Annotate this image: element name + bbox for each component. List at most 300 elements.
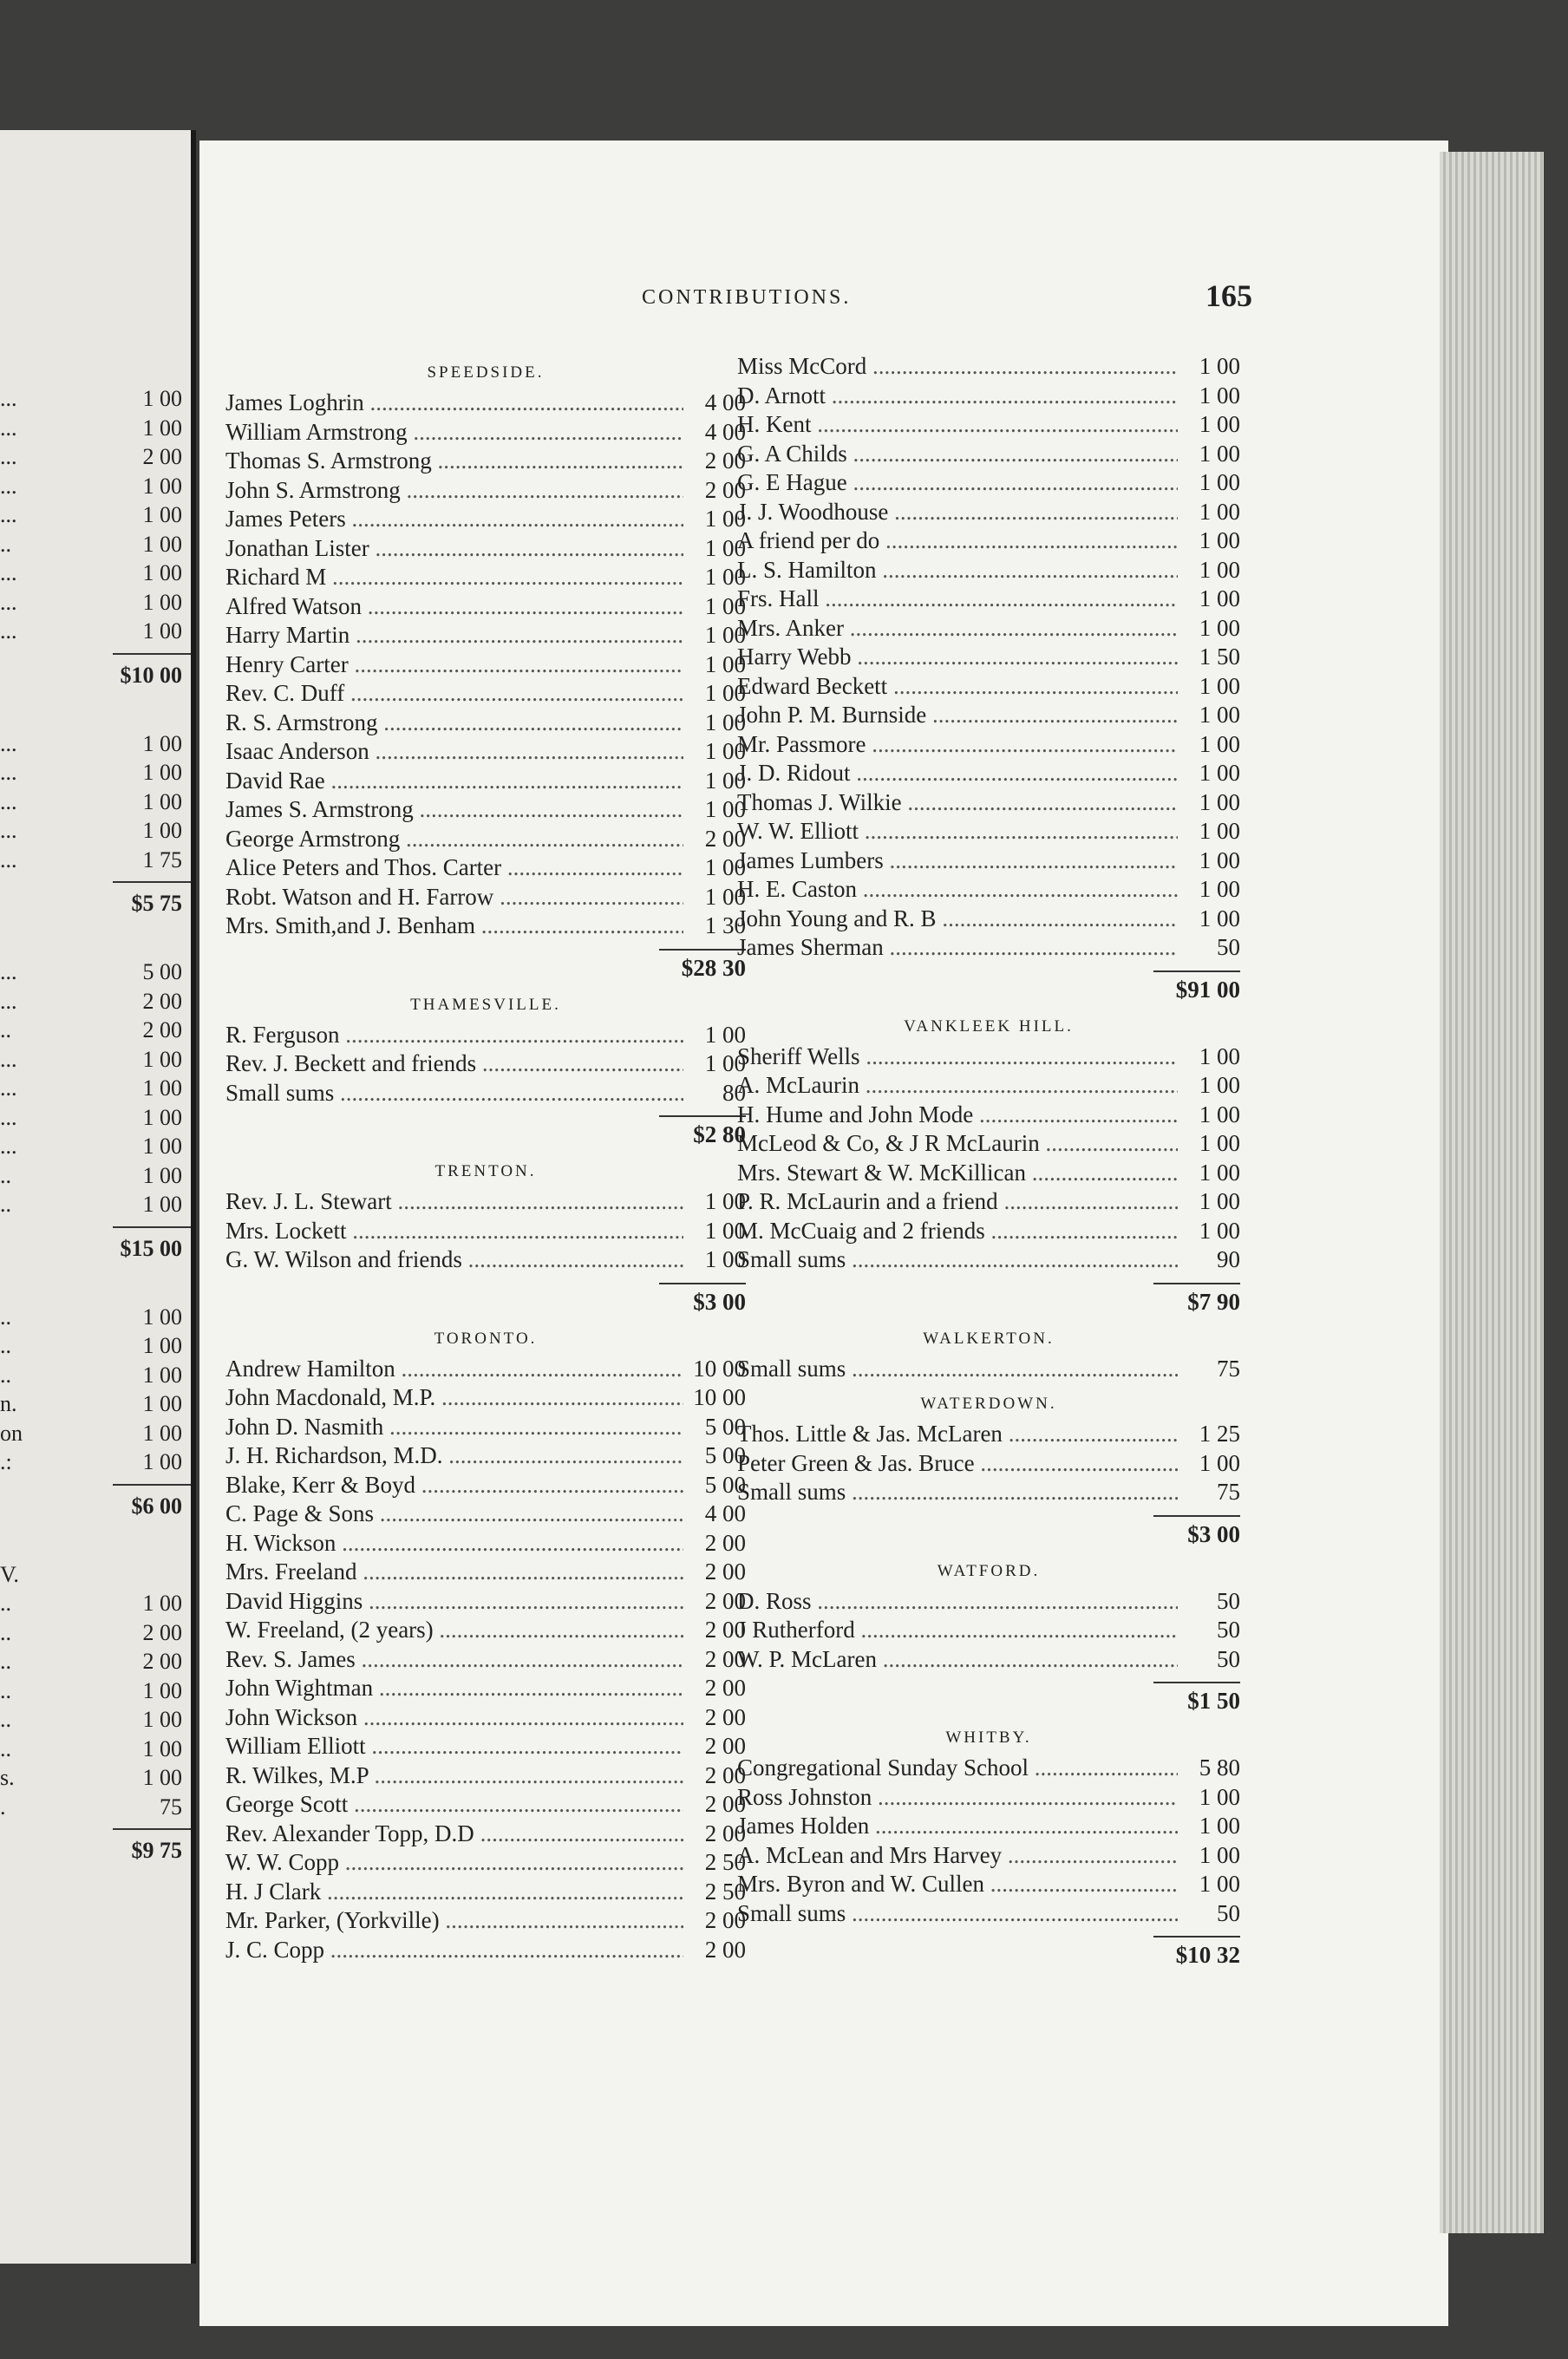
contributor-name: M. McCuaig and 2 friends ..... <box>737 1218 1178 1245</box>
contribution-amount: 1 00 <box>1199 411 1240 437</box>
contribution-row <box>225 419 746 448</box>
facing-page-fragment-text: ... <box>0 560 17 585</box>
facing-page-row <box>0 1591 191 1620</box>
contribution-row <box>225 1588 746 1617</box>
facing-page-row <box>0 1765 191 1794</box>
facing-page-amount: 1 00 <box>142 788 182 814</box>
facing-page-fragment-text: ... <box>0 959 17 984</box>
contributor-name: L. S. Hamilton ..... <box>737 557 1178 584</box>
contribution-amount: 1 00 <box>704 796 746 822</box>
facing-page-fragment-text: .. <box>0 1017 11 1042</box>
contributor-name: James Peters ..... <box>225 506 683 533</box>
contributor-name: Robt. Watson and H. Farrow ..... <box>225 884 683 911</box>
contribution-row <box>737 1755 1240 1784</box>
contribution-amount: 50 <box>1217 1645 1240 1672</box>
contributor-name: William Elliott ..... <box>225 1733 683 1760</box>
contribution-section <box>737 1562 1240 1719</box>
contribution-amount: 4 00 <box>704 1500 746 1526</box>
contribution-amount: 1 00 <box>1199 905 1240 931</box>
contribution-amount: 1 00 <box>1199 1130 1240 1156</box>
contribution-amount: 1 00 <box>1199 527 1240 553</box>
contributor-name: Congregational Sunday School ..... <box>737 1755 1178 1781</box>
facing-page-row <box>0 386 191 415</box>
facing-page-row <box>0 989 191 1018</box>
facing-page-group <box>0 1304 191 1527</box>
contribution-amount: 10 00 <box>693 1384 746 1410</box>
contribution-amount: 1 25 <box>1199 1421 1240 1447</box>
contribution-section <box>225 1330 746 1966</box>
contribution-amount: 75 <box>1217 1479 1240 1505</box>
contribution-amount: 1 00 <box>1199 760 1240 786</box>
facing-page-amount: 2 00 <box>142 1017 182 1042</box>
contributor-name: Richard M ..... <box>225 564 683 591</box>
facing-page-amount: 1 00 <box>142 386 182 411</box>
contribution-row <box>225 1246 746 1276</box>
facing-page-row <box>0 847 191 877</box>
contribution-amount: 1 00 <box>1199 440 1240 467</box>
contribution-amount: 2 00 <box>704 1936 746 1963</box>
contributor-name: H. Kent ..... <box>737 411 1178 438</box>
contribution-row <box>225 593 746 623</box>
contributor-name: James Holden ..... <box>737 1813 1178 1839</box>
contribution-row <box>737 441 1240 470</box>
contributor-name: Mrs. Smith,and J. Benham ..... <box>225 912 683 939</box>
facing-page-fragment-text: .. <box>0 1707 11 1732</box>
contribution-section <box>225 363 746 985</box>
facing-page-fragment-text: .. <box>0 1304 11 1330</box>
facing-page-fragment-text: .. <box>0 1591 11 1616</box>
facing-page-group <box>0 1562 191 1872</box>
contribution-row <box>225 1500 746 1530</box>
facing-page-row <box>0 1736 191 1766</box>
contributor-name: Small sums ..... <box>737 1900 1178 1927</box>
facing-page-amount: 2 00 <box>142 1649 182 1674</box>
contributor-name: John S. Armstrong ..... <box>225 477 683 504</box>
contribution-row <box>225 1791 746 1820</box>
contribution-amount: 1 00 <box>704 883 746 910</box>
contributor-name: H. E. Caston ..... <box>737 876 1178 903</box>
facing-page-row <box>0 1304 191 1334</box>
contributor-name: A friend per do ..... <box>737 527 1178 554</box>
section-total: $91 00 <box>1175 976 1240 1003</box>
contributor-name: Isaac Anderson ..... <box>225 738 683 765</box>
contributor-name: Edward Beckett ..... <box>737 673 1178 700</box>
facing-page-amount: 1 00 <box>142 1362 182 1388</box>
contribution-row <box>225 477 746 506</box>
facing-page-row <box>0 1333 191 1362</box>
contributor-name: J. J. Woodhouse ..... <box>737 499 1178 526</box>
facing-page-amount: 1 00 <box>142 1677 182 1703</box>
contribution-row <box>225 1820 746 1850</box>
contribution-amount: 4 00 <box>704 389 746 415</box>
contribution-amount: 1 00 <box>1199 702 1240 728</box>
facing-page-amount: 1 00 <box>142 1046 182 1072</box>
contributor-name: Rev. J. Beckett and friends ..... <box>225 1050 683 1077</box>
facing-page-amount: 1 00 <box>142 1707 182 1732</box>
contribution-amount: 90 <box>1217 1246 1240 1272</box>
contribution-amount: 1 50 <box>1199 644 1240 670</box>
section-total: $2 80 <box>693 1121 746 1147</box>
contributor-name: Alfred Watson ..... <box>225 593 683 620</box>
contribution-row <box>225 709 746 739</box>
facing-page-row <box>0 502 191 532</box>
contribution-row <box>737 644 1240 673</box>
facing-page-fragment-text: s. <box>0 1765 15 1790</box>
contribution-amount: 1 00 <box>1199 1449 1240 1476</box>
facing-page-row <box>0 1017 191 1047</box>
contribution-amount: 5 00 <box>704 1413 746 1440</box>
contribution-amount: 1 00 <box>704 534 746 561</box>
contribution-amount: 50 <box>1217 1617 1240 1643</box>
facing-page-row <box>0 789 191 819</box>
contribution-row <box>737 1101 1240 1131</box>
contribution-row <box>737 1130 1240 1160</box>
facing-page-amount: 75 <box>160 1794 182 1820</box>
contribution-row <box>225 1414 746 1443</box>
contribution-row <box>225 680 746 709</box>
facing-page-row <box>0 560 191 590</box>
contribution-section <box>225 1162 746 1319</box>
contribution-row <box>737 1813 1240 1842</box>
contributor-name: Harry Webb ..... <box>737 644 1178 670</box>
contribution-amount: 1 00 <box>704 680 746 706</box>
contribution-row <box>225 1675 746 1704</box>
contribution-amount: 50 <box>1217 934 1240 960</box>
facing-page-row <box>0 1362 191 1392</box>
contributor-name: W. W. Elliott ..... <box>737 818 1178 845</box>
facing-page-row <box>0 1105 191 1134</box>
contributor-name: Henry Carter ..... <box>225 651 683 678</box>
contribution-row <box>737 789 1240 819</box>
contributor-name: John Wickson ..... <box>225 1704 683 1731</box>
contribution-row <box>737 1421 1240 1450</box>
facing-page-group <box>0 959 191 1270</box>
facing-page-row <box>0 1678 191 1708</box>
contribution-row <box>737 934 1240 964</box>
contribution-row <box>225 1530 746 1559</box>
contribution-amount: 2 00 <box>704 1820 746 1846</box>
contributor-name: R. Ferguson ..... <box>225 1022 683 1049</box>
contribution-row <box>737 1246 1240 1276</box>
contributor-name: William Armstrong ..... <box>225 419 683 446</box>
contributor-name: D. Arnott ..... <box>737 382 1178 409</box>
section-title: WATERDOWN. <box>920 1395 1057 1413</box>
facing-page-amount: 1 75 <box>142 846 182 872</box>
contribution-row <box>225 1384 746 1414</box>
facing-page-amount: 1 00 <box>142 1192 182 1217</box>
contribution-amount: 1 00 <box>1199 1813 1240 1839</box>
facing-page-row <box>0 959 191 989</box>
contribution-row <box>737 905 1240 935</box>
contribution-row <box>737 499 1240 528</box>
contributor-name: G. A Childs ..... <box>737 441 1178 467</box>
contribution-amount: 75 <box>1217 1355 1240 1382</box>
contribution-amount: 5 00 <box>704 1471 746 1498</box>
facing-page-fragment-text: .. <box>0 531 11 557</box>
page-edges <box>1440 152 1544 2233</box>
contribution-amount: 2 00 <box>704 1733 746 1759</box>
contribution-amount: 1 00 <box>1199 730 1240 757</box>
contribution-row <box>225 1356 746 1385</box>
contribution-amount: 1 00 <box>704 738 746 764</box>
facing-page-row <box>0 1421 191 1450</box>
facing-page-row <box>0 731 191 761</box>
contribution-row <box>225 1617 746 1646</box>
contribution-amount: 2 00 <box>704 1675 746 1701</box>
facing-page-fragment-text: ... <box>0 589 17 615</box>
section-total: $10 32 <box>1175 1942 1240 1968</box>
contribution-row <box>225 535 746 565</box>
left-column <box>225 353 746 1970</box>
facing-page-fragment-text: .. <box>0 1192 11 1217</box>
contribution-row <box>737 615 1240 644</box>
facing-page-amount: 1 00 <box>142 618 182 644</box>
contribution-row <box>225 1472 746 1501</box>
contributor-name: Thomas J. Wilkie ..... <box>737 789 1178 816</box>
contribution-amount: 1 00 <box>1199 876 1240 902</box>
contribution-row <box>737 1356 1240 1385</box>
contribution-row <box>225 1733 746 1762</box>
facing-page-amount: 1 00 <box>142 589 182 615</box>
contribution-amount: 1 00 <box>1199 498 1240 525</box>
contribution-row <box>225 738 746 768</box>
contribution-section <box>737 353 1240 1007</box>
facing-page-total: $9 75 <box>131 1838 182 1863</box>
contribution-row <box>225 1022 746 1051</box>
contribution-row <box>737 382 1240 412</box>
contribution-row <box>737 847 1240 877</box>
facing-page-row <box>0 532 191 561</box>
contribution-amount: 1 00 <box>1199 846 1240 873</box>
contribution-amount: 1 00 <box>1199 585 1240 611</box>
contribution-row <box>225 1646 746 1676</box>
contribution-row <box>225 1704 746 1734</box>
facing-page-row <box>0 1075 191 1105</box>
facing-page-fragment-text: .. <box>0 1333 11 1358</box>
section-total: $1 50 <box>1187 1688 1240 1714</box>
contribution-amount: 1 00 <box>704 592 746 619</box>
contribution-row <box>225 1879 746 1908</box>
facing-page-fragment-text: ... <box>0 846 17 872</box>
contributor-name: Small sums ..... <box>737 1246 1178 1273</box>
facing-page-fragment-text: ... <box>0 730 17 756</box>
facing-page-amount: 1 00 <box>142 1075 182 1101</box>
facing-page-row <box>0 760 191 789</box>
contribution-amount: 1 00 <box>1199 1159 1240 1186</box>
facing-page-fragment-text: .. <box>0 1677 11 1703</box>
contribution-amount: 1 00 <box>1199 818 1240 844</box>
facing-page-fragment-text: ... <box>0 386 17 411</box>
facing-page-fragment-text: ... <box>0 1134 17 1159</box>
contribution-amount: 2 00 <box>704 1907 746 1933</box>
facing-page-row <box>0 415 191 445</box>
contributor-name: W. W. Copp ..... <box>225 1849 683 1876</box>
facing-page-amount: 1 00 <box>142 415 182 441</box>
contribution-amount: 2 50 <box>704 1878 746 1905</box>
contribution-row <box>737 731 1240 761</box>
page-number: 165 <box>1205 278 1252 313</box>
facing-page-fragment <box>0 130 196 2264</box>
contributor-name: George Scott ..... <box>225 1791 683 1818</box>
contributor-name: J. H. Richardson, M.D. ..... <box>225 1442 683 1469</box>
facing-page-row <box>0 618 191 648</box>
contributor-name: Miss McCord ..... <box>737 353 1178 380</box>
section-title: TRENTON. <box>434 1162 537 1180</box>
facing-page-amount: 1 00 <box>142 560 182 585</box>
contributor-name: H. Wickson ..... <box>225 1530 683 1557</box>
facing-page-fragment-text: ... <box>0 618 17 644</box>
contribution-row <box>737 411 1240 441</box>
contribution-amount: 1 00 <box>1199 614 1240 641</box>
facing-page-amount: 1 00 <box>142 1420 182 1446</box>
contributor-name: J. D. Ridout ..... <box>737 760 1178 787</box>
contribution-row <box>225 1218 746 1247</box>
contribution-amount: 10 00 <box>693 1355 746 1382</box>
contributor-name: A. McLaurin ..... <box>737 1072 1178 1099</box>
contribution-amount: 1 00 <box>1199 556 1240 583</box>
contribution-amount: 5 80 <box>1199 1755 1240 1781</box>
facing-page-fragment-text: .. <box>0 1362 11 1388</box>
facing-page-total: $6 00 <box>131 1493 182 1519</box>
contributor-name: J Rutherford ..... <box>737 1617 1178 1643</box>
facing-page-row <box>0 1192 191 1221</box>
contributor-name: Rev. C. Duff ..... <box>225 680 683 707</box>
contributor-name: David Higgins ..... <box>225 1588 683 1615</box>
contributor-name: John Macdonald, M.P. ..... <box>225 1384 683 1411</box>
contribution-row <box>737 1646 1240 1676</box>
facing-page-fragment-text: .. <box>0 1735 11 1761</box>
facing-page-amount: 1 00 <box>142 818 182 843</box>
contribution-amount: 2 00 <box>704 476 746 503</box>
facing-page-amount: 1 00 <box>142 502 182 527</box>
contribution-amount: 1 00 <box>1199 1871 1240 1897</box>
facing-page-amount: 1 00 <box>142 1134 182 1159</box>
section-title: WHITBY. <box>945 1728 1032 1747</box>
facing-page-group <box>0 386 191 696</box>
contribution-amount: 1 00 <box>704 709 746 735</box>
contribution-amount: 1 00 <box>1199 469 1240 495</box>
section-title: VANKLEEK HILL. <box>904 1016 1074 1036</box>
contribution-amount: 2 00 <box>704 1587 746 1614</box>
facing-page-amount: 1 00 <box>142 473 182 499</box>
contribution-row <box>225 1762 746 1792</box>
facing-page-row <box>0 1391 191 1421</box>
contribution-row <box>737 1188 1240 1218</box>
contribution-amount: 2 00 <box>704 1645 746 1672</box>
contribution-row <box>225 1050 746 1080</box>
facing-page-fragment-text: ... <box>0 444 17 469</box>
contributor-name: Mrs. Stewart & W. McKillican ..... <box>737 1160 1178 1186</box>
contribution-amount: 1 00 <box>1199 672 1240 699</box>
contribution-row <box>737 1043 1240 1073</box>
contribution-amount: 2 50 <box>704 1849 746 1875</box>
facing-page-amount: 1 00 <box>142 1333 182 1358</box>
section-title: WALKERTON. <box>923 1329 1055 1348</box>
contributor-name: David Rae ..... <box>225 768 683 794</box>
contribution-amount: 1 00 <box>1199 353 1240 379</box>
contribution-amount: 2 00 <box>704 1791 746 1817</box>
facing-page-heading: V. <box>0 1561 19 1587</box>
contributor-name: Frs. Hall ..... <box>737 585 1178 612</box>
contribution-amount: 1 00 <box>704 767 746 794</box>
contributor-name: Ross Johnston ..... <box>737 1784 1178 1811</box>
contributor-name: Small sums ..... <box>225 1080 683 1107</box>
contribution-amount: 2 00 <box>704 825 746 852</box>
contribution-row <box>225 1937 746 1966</box>
contribution-row <box>737 1479 1240 1508</box>
contribution-row <box>225 1080 746 1109</box>
contribution-row <box>225 1188 746 1218</box>
contribution-row <box>737 469 1240 499</box>
facing-page-row <box>0 1794 191 1824</box>
facing-page-row <box>0 818 191 847</box>
contribution-amount: 1 00 <box>1199 382 1240 408</box>
facing-page-amount: 1 00 <box>142 1304 182 1330</box>
contributor-name: Blake, Kerr & Boyd ..... <box>225 1472 683 1499</box>
contribution-row <box>225 768 746 797</box>
contributor-name: James Lumbers ..... <box>737 847 1178 874</box>
contribution-row <box>225 1907 746 1937</box>
facing-page-amount: 2 00 <box>142 1619 182 1645</box>
contribution-amount: 1 00 <box>1199 788 1240 815</box>
contribution-row <box>737 760 1240 789</box>
facing-page-amount: 2 00 <box>142 988 182 1014</box>
section-total: $3 00 <box>1187 1520 1240 1547</box>
facing-page-total: $15 00 <box>120 1235 182 1261</box>
section-total: $3 00 <box>693 1288 746 1315</box>
contributor-name: H. J Clark ..... <box>225 1879 683 1905</box>
contribution-row <box>225 796 746 826</box>
facing-page-fragment-text: on <box>0 1420 23 1446</box>
contribution-row <box>737 1072 1240 1101</box>
contribution-section <box>737 1017 1240 1319</box>
facing-page-row <box>0 1620 191 1650</box>
contribution-row <box>737 1617 1240 1646</box>
contribution-amount: 50 <box>1217 1587 1240 1614</box>
facing-page-amount: 1 00 <box>142 1449 182 1474</box>
contributor-name: Mrs. Lockett ..... <box>225 1218 683 1245</box>
facing-page-amount: 1 00 <box>142 760 182 785</box>
contributor-name: Peter Green & Jas. Bruce ..... <box>737 1450 1178 1477</box>
contributor-name: Small sums ..... <box>737 1356 1178 1382</box>
contributor-name: James Loghrin ..... <box>225 389 683 416</box>
contribution-amount: 4 00 <box>704 418 746 445</box>
facing-page-amount: 1 00 <box>142 730 182 756</box>
right-column <box>737 353 1240 1977</box>
facing-page-fragment-text: ... <box>0 788 17 814</box>
facing-page-amount: 1 00 <box>142 1765 182 1790</box>
contribution-amount: 1 00 <box>704 1021 746 1048</box>
contribution-row <box>225 389 746 419</box>
facing-page-amount: 2 00 <box>142 444 182 469</box>
contribution-row <box>225 826 746 855</box>
facing-page-fragment-text: ... <box>0 760 17 785</box>
contribution-amount: 1 00 <box>1199 1783 1240 1810</box>
contribution-section <box>225 996 746 1153</box>
contribution-amount: 2 00 <box>704 1617 746 1643</box>
contribution-row <box>737 527 1240 557</box>
contributor-name: R. Wilkes, M.P ..... <box>225 1762 683 1789</box>
contribution-row <box>737 1588 1240 1617</box>
contributor-name: Small sums ..... <box>737 1479 1178 1506</box>
contribution-amount: 1 00 <box>1199 1188 1240 1214</box>
contribution-row <box>737 1900 1240 1930</box>
facing-page-fragment-text: ... <box>0 473 17 499</box>
facing-page-fragment-text: ... <box>0 1075 17 1101</box>
facing-page-fragment-text: ... <box>0 502 17 527</box>
contributor-name: A. McLean and Mrs Harvey ..... <box>737 1842 1178 1869</box>
contribution-row <box>737 1842 1240 1872</box>
